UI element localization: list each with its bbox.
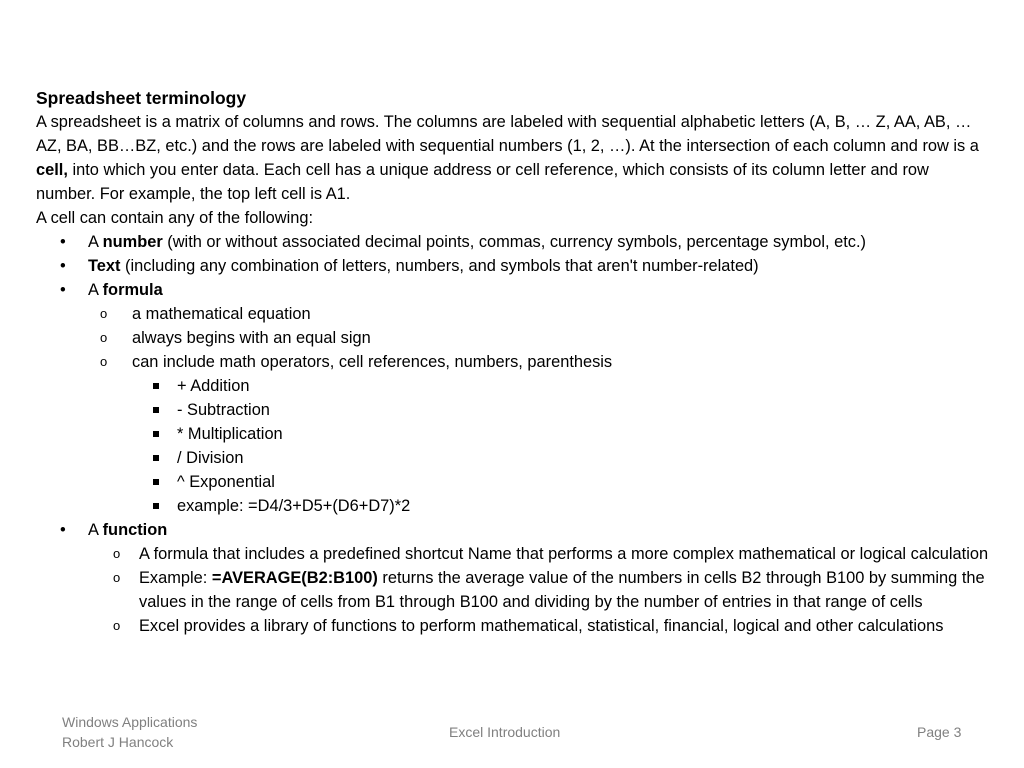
operators-list xyxy=(132,374,992,518)
item-bold-number: number xyxy=(102,233,163,251)
bullet-marker: • xyxy=(60,521,66,539)
bullet-marker: • xyxy=(60,281,66,299)
sub-item-text: Example: xyxy=(139,569,212,587)
sub-item xyxy=(36,542,992,566)
sub-item-text: Excel provides a library of functions to perform mathematical, statistical, financial, logical and other calculations xyxy=(139,617,944,635)
intro-contains: A cell can contain any of the following: xyxy=(36,209,313,227)
footer-course: Windows Applications xyxy=(62,714,198,730)
operator-text: + Addition xyxy=(177,377,250,395)
operator-item xyxy=(36,374,992,398)
operator-text: example: =D4/3+D5+(D6+D7)*2 xyxy=(177,497,411,515)
average-formula: =AVERAGE(B2:B100) xyxy=(211,569,378,587)
intro-text-b: into which you enter data. Each cell has a unique address or cell reference, which consists of its column letter and row number. For example, the top left cell is A1. xyxy=(36,161,929,203)
item-prefix: A xyxy=(88,233,103,251)
operator-text: ^ Exponential xyxy=(177,473,275,491)
item-prefix: A xyxy=(88,521,103,539)
sub-marker: o xyxy=(113,618,121,633)
sub-marker: o xyxy=(113,570,121,585)
item-text-desc: (including any combination of letters, numbers, and symbols that aren't number-related) xyxy=(120,257,759,275)
item-bold-function: function xyxy=(102,521,168,539)
sub-marker: o xyxy=(113,546,121,561)
operator-text: / Division xyxy=(177,449,244,467)
operator-text: * Multiplication xyxy=(177,425,283,443)
intro-bold-cell: cell, xyxy=(36,161,68,179)
sub-marker: o xyxy=(100,330,108,345)
footer-title: Excel Introduction xyxy=(449,724,561,740)
cell-contents-list xyxy=(36,230,992,638)
sub-item xyxy=(36,350,992,518)
operator-text: - Subtraction xyxy=(177,401,270,419)
sub-item xyxy=(36,326,992,350)
sub-item-text: always begins with an equal sign xyxy=(132,329,371,347)
slide-content xyxy=(36,86,992,638)
item-bold-formula: formula xyxy=(102,281,163,299)
square-bullet-icon xyxy=(153,407,159,413)
sub-item-text: returns the average value of the numbers in cells B2 through B100 by summing the values in the range of cells from B1 through B100 and dividing by the number of entries in that range of cells xyxy=(139,569,985,611)
item-prefix: A xyxy=(88,281,103,299)
list-item-formula xyxy=(36,278,992,518)
list-item-number xyxy=(36,230,992,254)
function-sublist xyxy=(88,542,992,638)
heading: Spreadsheet terminology xyxy=(36,88,247,108)
sub-marker: o xyxy=(100,306,108,321)
item-number-desc: (with or without associated decimal points, commas, currency symbols, percentage symbol, etc.) xyxy=(162,233,866,251)
square-bullet-icon xyxy=(153,479,159,485)
footer-name: Robert J Hancock xyxy=(62,734,174,750)
operator-item xyxy=(36,422,992,446)
sub-item xyxy=(36,614,992,638)
square-bullet-icon xyxy=(153,455,159,461)
square-bullet-icon xyxy=(153,503,159,509)
sub-item-text: can include math operators, cell references, numbers, parenthesis xyxy=(132,353,613,371)
square-bullet-icon xyxy=(153,383,159,389)
operator-item xyxy=(36,494,992,518)
list-item-function xyxy=(36,518,992,638)
footer-page-number: Page 3 xyxy=(917,724,962,740)
bullet-marker: • xyxy=(60,257,66,275)
square-bullet-icon xyxy=(153,431,159,437)
intro-paragraph xyxy=(36,110,992,206)
sub-marker: o xyxy=(100,354,108,369)
formula-sublist xyxy=(88,302,992,518)
intro-text-a: A spreadsheet is a matrix of columns and rows. The columns are labeled with sequential alphabetic letters (A, B, … Z, AA, AB, …AZ, BA, BB…BZ, etc.) and the rows are labeled with sequential numbers (1, 2, …). At the intersection of each column and row is a xyxy=(36,113,979,155)
sub-item xyxy=(36,566,992,614)
sub-item xyxy=(36,302,992,326)
bullet-marker: • xyxy=(60,233,66,251)
list-item-text xyxy=(36,254,992,278)
operator-item xyxy=(36,470,992,494)
item-bold-text: Text xyxy=(88,257,121,275)
sub-item-text: a mathematical equation xyxy=(132,305,311,323)
operator-item xyxy=(36,446,992,470)
operator-item xyxy=(36,398,992,422)
footer-author xyxy=(62,712,197,752)
sub-item-text: A formula that includes a predefined shortcut Name that performs a more complex mathematical or logical calculation xyxy=(139,545,989,563)
